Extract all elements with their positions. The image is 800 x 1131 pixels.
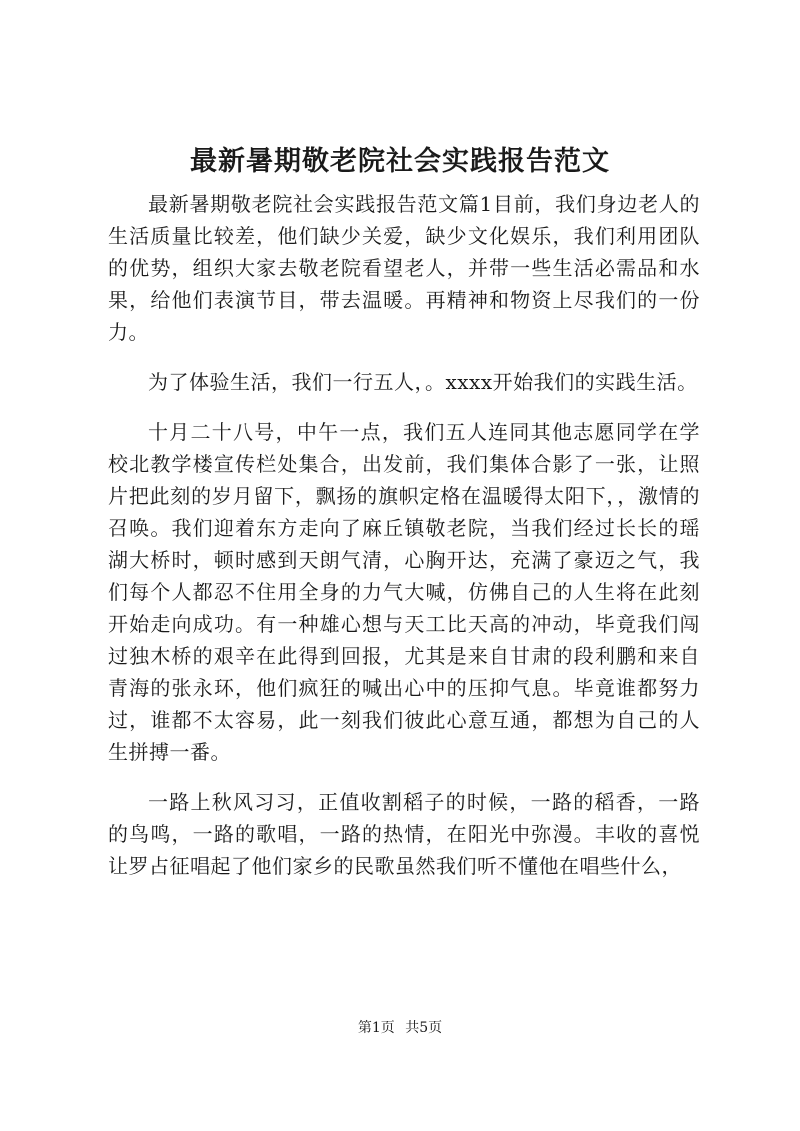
paragraph-2: 为了体验生活，我们一行五人，。xxxx开始我们的实践生活。 <box>148 370 698 394</box>
paragraph-1: 最新暑期敬老院社会实践报告范文篇1目前，我们身边老人的生活质量比较差，他们缺少关爱，缺少文化娱乐，我们利用团队的优势，组织大家去敬老院看望老人，并带一些生活必需品和水果，给他们表演节目，带去温暖。再精神和物资上尽我们的一份力。 <box>108 192 700 344</box>
page-footer <box>0 1018 800 1038</box>
document-title: 最新暑期敬老院社会实践报告范文 <box>190 146 610 177</box>
page-number: 第1页 <box>357 1020 395 1036</box>
paragraph-3: 十月二十八号，中午一点，我们五人连同其他志愿同学在学校北教学楼宣传栏处集合，出发前，我们集体合影了一张，让照片把此刻的岁月留下，飘扬的旗帜定格在温暖得太阳下，，激情的召唤。我们迎着东方走向了麻丘镇敬老院，当我们经过长长的瑶湖大桥时，顿时感到天朗气清，心胸开达，充满了豪迈之气，我们每个人都忍不住用全身的力气大喊，仿佛自己的人生将在此刻开始走向成功。有一种雄心想与天工比天高的冲动，毕竟我们闯过独木桥的艰辛在此得到回报，尤其是来自甘肃的段利鹏和来自青海的张永环，他们疯狂的喊出心中的压抑气息。毕竟谁都努力过，谁都不太容易，此一刻我们彼此心意互通，都想为自己的人生拼搏一番。 <box>108 420 700 764</box>
document-body <box>108 188 700 882</box>
total-pages: 共5页 <box>405 1020 443 1036</box>
paragraph-4: 一路上秋风习习，正值收割稻子的时候，一路的稻香，一路的鸟鸣，一路的歌唱，一路的热情，在阳光中弥漫。丰收的喜悦让罗占征唱起了他们家乡的民歌虽然我们听不懂他在唱些什么， <box>108 790 700 878</box>
